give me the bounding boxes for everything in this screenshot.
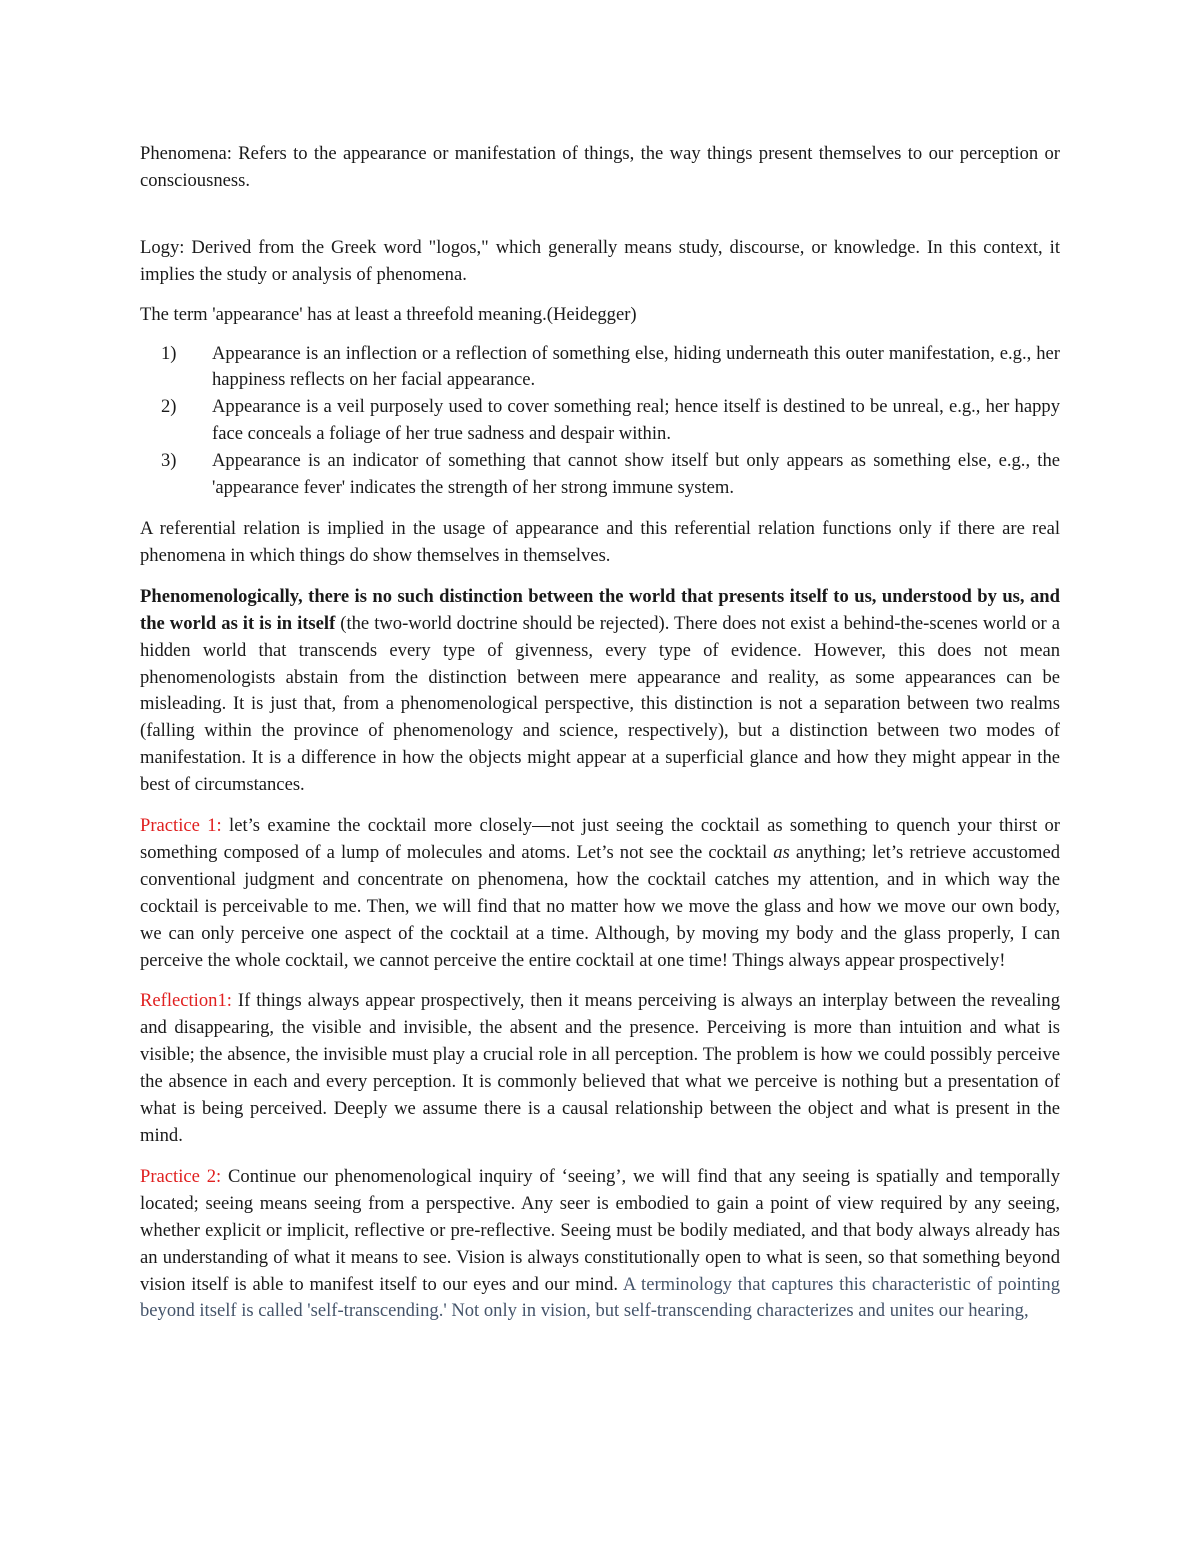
- phenomena-definition: Phenomena: Refers to the appearance or manifestation of things, the way things present themselves to our perception or consciousness.: [140, 143, 1060, 191]
- reflection-1-label: Reflection1:: [140, 990, 232, 1012]
- practice-1-text-b: anything; let’s retrieve accustomed conventional judgment and concentrate on phenomena, how the cocktail catches my attention, and in which way the cocktail is perceivable to me. Then, we will find that no matter how we move the glass and how we move our own body, we can only perceive one aspect of the cocktail at a time. Although, by moving my body and the glass properly, I can perceive the whole cocktail, we cannot perceive the entire cocktail at one time! Things always appear prospectively!: [140, 841, 1060, 971]
- practice-1-label: Practice 1:: [140, 815, 222, 837]
- document-body: [140, 141, 1060, 1339]
- list-item-text: Appearance is a veil purposely used to cover something real; hence itself is destined to be unreal, e.g., her happy face conceals a foliage of her true sadness and despair within.: [212, 396, 1060, 445]
- list-item-text: Appearance is an inflection or a reflection of something else, hiding underneath this outer manifestation, e.g., her happiness reflects on her facial appearance.: [212, 342, 1060, 391]
- reflection-1-paragraph: [140, 988, 1060, 1149]
- appearance-meanings-list: [140, 341, 1060, 502]
- phenomenologically-paragraph: [140, 584, 1060, 799]
- list-item: [140, 394, 1060, 448]
- logy-definition: Logy: Derived from the Greek word "logos," which generally means study, discourse, or knowledge. In this context, it implies the study or analysis of phenomena.: [140, 236, 1060, 285]
- reflection-1-text: If things always appear prospectively, then it means perceiving is always an interplay between the revealing and disappearing, the visible and invisible, the absent and the presence. Perceiving is more than intuition and what is visible; the absence, the invisible must play a crucial role in all perception. The problem is how we could possibly perceive the absence in each and every perception. It is commonly believed that what we perceive is nothing but a presentation of what is being perceived. Deeply we assume there is a causal relationship between the object and what is present in the mind.: [140, 990, 1060, 1146]
- practice-2-text: Continue our phenomenological inquiry of ‘seeing’, we will find that any seeing is spatially and temporally located; seeing means seeing from a perspective. Any seer is embodied to gain a point of view required by any seeing, whether explicit or implicit, reflective or pre-reflective. Seeing must be bodily mediated, and that body always already has an understanding of what it means to see. Vision is always constitutionally open to what is seen, so that something beyond vision itself is able to manifest itself to our eyes and our mind.: [140, 1165, 1060, 1295]
- list-item: [140, 448, 1060, 502]
- practice-2-text-highlight: A terminology that captures this characteristic of pointing beyond itself is called 'self-transcending.' Not only in vision, but self-transcending characterizes and unites our hearing,: [140, 1273, 1061, 1322]
- thesis-explanation: (the two-world doctrine should be rejected). There does not exist a behind-the-scenes world or a hidden world that transcends every type of givenness, every type of evidence. However, this does not mean phenomenologists abstain from the distinction between mere appearance and reality, as some appearances can be misleading. It is just that, from a phenomenological perspective, this distinction is not a separation between two realms (falling within the province of phenomenology and science, respectively), but a distinction between two modes of manifestation. It is a difference in how the objects might appear at a superficial glance and how they might appear in the best of circumstances.: [140, 612, 1060, 796]
- list-number: 2): [161, 396, 177, 418]
- list-number: 1): [161, 342, 177, 364]
- practice-2-label: Practice 2:: [140, 1165, 222, 1187]
- practice-1-emphasis: as: [773, 841, 790, 863]
- practice-1-paragraph: [140, 813, 1060, 974]
- practice-2-paragraph: [140, 1164, 1060, 1325]
- bold-thesis: Phenomenologically, there is no such distinction between the world that presents itself to us, understood by us, and the world as it is in itself: [140, 585, 1060, 634]
- list-item: [140, 341, 1060, 395]
- referential-paragraph: A referential relation is implied in the usage of appearance and this referential relation functions only if there are real phenomena in which things do show themselves in themselves.: [140, 517, 1060, 566]
- list-number: 3): [161, 450, 177, 472]
- list-item-text: Appearance is an indicator of something that cannot show itself but only appears as something else, e.g., the 'appearance fever' indicates the strength of her strong immune system.: [212, 450, 1060, 499]
- appearance-intro: The term 'appearance' has at least a threefold meaning.(Heidegger): [140, 303, 637, 325]
- practice-1-text-a: let’s examine the cocktail more closely—not just seeing the cocktail as something to quench your thirst or something composed of a lump of molecules and atoms. Let’s not see the cocktail: [140, 815, 1060, 863]
